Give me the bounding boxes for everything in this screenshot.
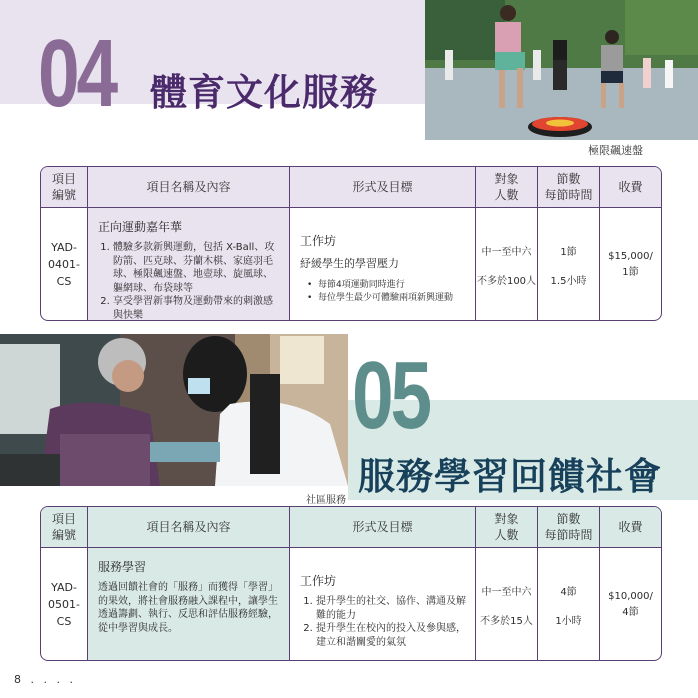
program-description: 透過回饋社會的「服務」而獲得「學習」的果效，將社會服務融入課程中，讓學生透過籌劃、執行、反思和評估服務經驗，從中學習與成長。 [98, 582, 278, 634]
list-item: • 每節4項運動同時進行 [318, 279, 467, 292]
form-title: 工作坊 [300, 574, 337, 588]
community-photo [0, 334, 348, 486]
header-code: 項目 編號 [41, 167, 88, 207]
form-subtitle: 紓緩學生的學習壓力 [300, 257, 399, 270]
header-sessions: 節數 每節時間 [538, 507, 600, 547]
header-name: 項目名稱及內容 [88, 167, 290, 207]
program-fee: $10,000/ 4節 [608, 590, 653, 618]
section-05-title: 服務學習回饋社會 [358, 455, 662, 498]
form-item-list [300, 595, 467, 649]
list-item: 2. 提升學生在校內的投入及參與感，建立和諧關愛的氣氛 [316, 622, 467, 649]
session-duration: 1小時 [555, 615, 582, 627]
form-title: 工作坊 [300, 234, 337, 248]
header-target: 對象 人數 [476, 167, 538, 207]
program-sessions [538, 548, 600, 661]
header-form: 形式及目標 [290, 507, 476, 547]
page-number: 8 . . . . [14, 673, 76, 686]
list-item: 1. 提升學生的社交、協作、溝通及解難的能力 [316, 595, 467, 622]
session-count: 4節 [560, 586, 577, 598]
program-content [88, 208, 290, 321]
header-code: 項目 編號 [41, 507, 88, 547]
section-04-title: 體育文化服務 [150, 71, 378, 114]
target-group: 中一至中六 [481, 586, 532, 598]
table-row [41, 548, 661, 661]
list-item: 1. 體驗多款新興運動，包括 X-Ball、攻防箭、匹克球、芬蘭木棋、家庭羽毛球、極限飆速盤、地壺球、旋風球、軀網球、布袋球等 [113, 241, 281, 295]
list-item: 2. 享受學習新事物及運動帶來的刺激感與快樂 [113, 295, 281, 321]
table-header-row [41, 507, 661, 548]
program-target [476, 208, 538, 321]
sports-photo [425, 0, 698, 140]
program-code: YAD- 0401- CS [41, 208, 88, 321]
target-people: 不多於15人 [480, 615, 533, 627]
list-item: • 每位學生最少可體驗兩項新興運動 [318, 292, 467, 305]
header-fee: 收費 [600, 167, 661, 207]
program-table-04 [40, 166, 662, 321]
header-fee: 收費 [600, 507, 661, 547]
form-bullet-list [300, 279, 467, 305]
program-form [290, 548, 476, 661]
program-fee: $15,000/ 1節 [608, 250, 653, 278]
header-form: 形式及目標 [290, 167, 476, 207]
program-table-05 [40, 506, 662, 661]
program-item-list [98, 241, 281, 321]
program-form [290, 208, 476, 321]
table-header-row [41, 167, 661, 208]
section-05-number: 05 [352, 342, 430, 449]
program-sessions [538, 208, 600, 321]
program-code: YAD- 0501- CS [41, 548, 88, 661]
sports-photo-caption: 極限飆速盤 [588, 144, 643, 157]
target-people: 不多於100人 [476, 275, 537, 287]
header-name: 項目名稱及內容 [88, 507, 290, 547]
table-row [41, 208, 661, 321]
section-04-number: 04 [38, 20, 116, 127]
community-photo-caption: 社區服務 [306, 495, 346, 506]
target-group: 中一至中六 [481, 246, 532, 258]
session-count: 1節 [560, 246, 577, 258]
header-sessions: 節數 每節時間 [538, 167, 600, 207]
program-name: 正向運動嘉年華 [98, 220, 183, 234]
program-content [88, 548, 290, 661]
program-name: 服務學習 [98, 560, 147, 574]
header-target: 對象 人數 [476, 507, 538, 547]
program-target [476, 548, 538, 661]
session-duration: 1.5小時 [550, 275, 587, 287]
